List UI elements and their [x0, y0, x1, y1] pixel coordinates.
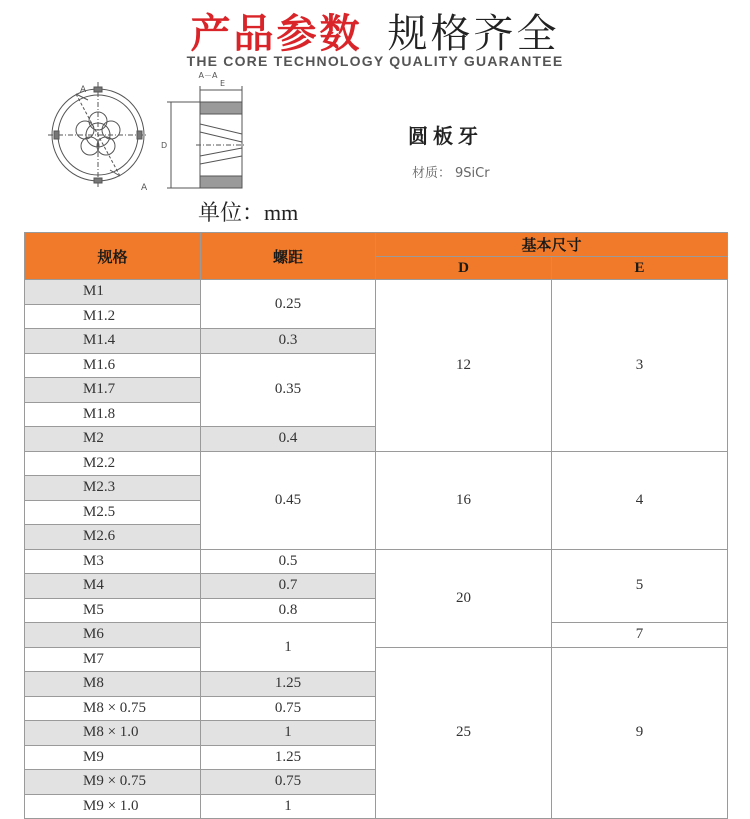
spec-cell: M9 × 0.75 [25, 770, 201, 795]
header-spec: 规格 [25, 233, 201, 280]
pitch-cell: 1.25 [201, 672, 376, 697]
material-label: 材质： [412, 166, 452, 181]
pitch-cell: 1.25 [201, 745, 376, 770]
title-black-text: 规格齐全 [387, 11, 560, 57]
spec-table [24, 232, 728, 819]
dimension-e-label: E [220, 79, 226, 88]
spec-table-body [25, 280, 728, 819]
table-row [25, 451, 728, 476]
spec-cell: M2.3 [25, 476, 201, 501]
dimension-d-cell: 20 [376, 549, 552, 647]
spec-cell: M4 [25, 574, 201, 599]
spec-cell: M2.2 [25, 451, 201, 476]
header-pitch: 螺距 [201, 233, 376, 280]
pitch-cell: 1 [201, 721, 376, 746]
spec-cell: M9 [25, 745, 201, 770]
dimension-d-cell: 12 [376, 280, 552, 452]
table-row [25, 280, 728, 305]
dimension-e-cell: 5 [552, 549, 728, 623]
dimension-d-label: D [161, 141, 168, 150]
dimension-e-cell: 7 [552, 623, 728, 648]
dimension-d-cell: 16 [376, 451, 552, 549]
header-d: D [376, 257, 552, 280]
pitch-cell: 0.45 [201, 451, 376, 549]
dimension-e-cell: 4 [552, 451, 728, 549]
product-name: 圆板牙 [408, 124, 483, 148]
pitch-cell: 1 [201, 623, 376, 672]
spec-cell: M2.5 [25, 500, 201, 525]
section-a-label-bottom: A [141, 183, 148, 193]
pitch-cell: 1 [201, 794, 376, 819]
spec-cell: M1.6 [25, 353, 201, 378]
spec-cell: M1 [25, 280, 201, 305]
dimension-e-cell: 3 [552, 280, 728, 452]
die-front-view [48, 82, 148, 188]
dimension-d-cell: 25 [376, 647, 552, 819]
header-e: E [552, 257, 728, 280]
dimension-e-cell: 9 [552, 647, 728, 819]
die-technical-drawing [48, 72, 248, 196]
page-subtitle: THE CORE TECHNOLOGY QUALITY GUARANTEE [186, 53, 564, 69]
pitch-cell: 0.3 [201, 329, 376, 354]
pitch-cell: 0.8 [201, 598, 376, 623]
spec-cell: M6 [25, 623, 201, 648]
page-title [0, 2, 750, 59]
spec-cell: M3 [25, 549, 201, 574]
die-section-view [167, 86, 246, 188]
pitch-cell: 0.35 [201, 353, 376, 427]
spec-cell: M8 × 0.75 [25, 696, 201, 721]
unit-label: 单位：mm [198, 200, 299, 225]
pitch-cell: 0.25 [201, 280, 376, 329]
title-red-text: 产品参数 [190, 11, 363, 57]
pitch-cell: 0.75 [201, 770, 376, 795]
spec-cell: M2.6 [25, 525, 201, 550]
spec-cell: M8 [25, 672, 201, 697]
material-info [412, 162, 490, 181]
spec-cell: M8 × 1.0 [25, 721, 201, 746]
spec-cell: M2 [25, 427, 201, 452]
spec-cell: M1.4 [25, 329, 201, 354]
section-view-label: A－A [198, 72, 218, 80]
material-value: 9SiCr [455, 166, 490, 181]
spec-cell: M1.2 [25, 304, 201, 329]
table-row [25, 549, 728, 574]
spec-cell: M1.8 [25, 402, 201, 427]
header-basic-size: 基本尺寸 [376, 233, 728, 257]
spec-cell: M7 [25, 647, 201, 672]
spec-cell: M1.7 [25, 378, 201, 403]
spec-cell: M9 × 1.0 [25, 794, 201, 819]
pitch-cell: 0.7 [201, 574, 376, 599]
table-row [25, 647, 728, 672]
pitch-cell: 0.4 [201, 427, 376, 452]
pitch-cell: 0.5 [201, 549, 376, 574]
spec-cell: M5 [25, 598, 201, 623]
section-a-label-top: A [80, 85, 87, 95]
pitch-cell: 0.75 [201, 696, 376, 721]
